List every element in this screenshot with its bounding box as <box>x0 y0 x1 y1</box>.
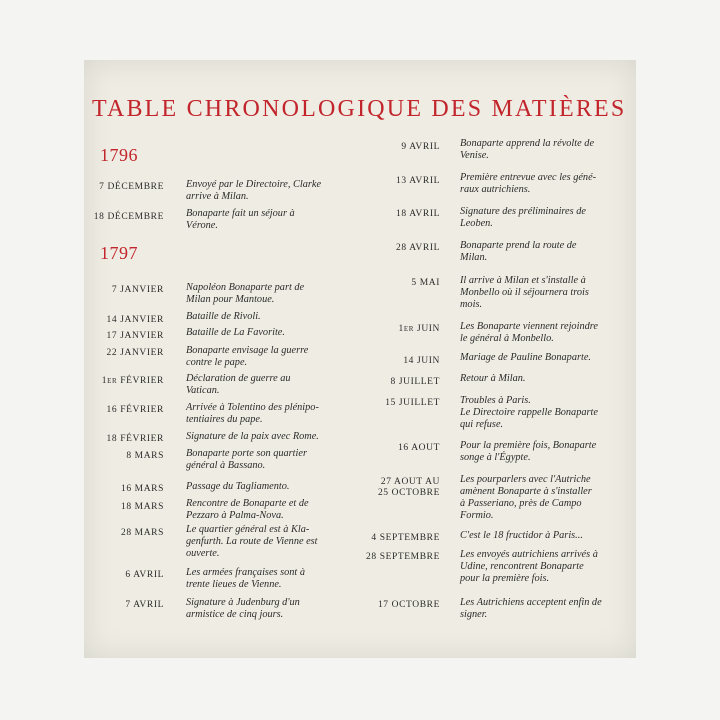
chrono-date: 28 SEPTEMBRE <box>366 552 440 562</box>
chrono-date: 4 SEPTEMBRE <box>371 533 440 543</box>
chrono-date: 7 DÉCEMBRE <box>99 182 164 192</box>
chrono-event: Napoléon Bonaparte part de Milan pour Mantoue. <box>186 282 305 305</box>
chrono-date: 28 MARS <box>120 528 164 538</box>
chrono-event: Bataille de Rivoli. <box>186 311 261 322</box>
chrono-date: 7 AVRIL <box>125 600 164 610</box>
chrono-date: 9 AVRIL <box>401 142 440 152</box>
chrono-event: Les Autrichiens acceptent enfin de signer. <box>460 597 602 620</box>
chrono-date: 7 JANVIER <box>111 285 164 295</box>
chrono-event: Troubles à Paris. Le Directoire rappelle Bonaparte qui refuse. <box>460 395 598 430</box>
chrono-event: Signature de la paix avec Rome. <box>186 431 319 442</box>
chrono-date: 16 MARS <box>120 484 164 494</box>
chrono-date: 22 JANVIER <box>106 348 164 358</box>
chrono-date: 8 JUILLET <box>390 377 440 387</box>
chrono-date: 18 MARS <box>120 502 164 512</box>
chrono-event: Bonaparte apprend la révolte de Venise. <box>460 138 595 161</box>
year-heading-1796: 1796 <box>100 145 138 165</box>
chrono-event: Arrivée à Tolentino des plénipo- tentiaires du pape. <box>186 402 319 425</box>
year-heading-1797: 1797 <box>100 243 138 263</box>
chrono-event: C'est le 18 fructidor à Paris... <box>460 530 583 541</box>
chrono-date: 28 AVRIL <box>396 243 440 253</box>
chrono-date: 15 JUILLET <box>385 398 440 408</box>
chrono-event: Déclaration de guerre au Vatican. <box>186 373 291 396</box>
chrono-date: 16 FÉVRIER <box>106 405 164 415</box>
chrono-date: 1er JUIN <box>398 324 440 334</box>
chrono-event: Le quartier général est à Kla- genfurth. La route de Vienne est ouverte. <box>186 524 318 559</box>
chrono-date: 17 OCTOBRE <box>377 600 440 610</box>
chrono-event: Les armées françaises sont à trente lieues de Vienne. <box>186 567 305 590</box>
chrono-event: Les Bonaparte viennent rejoindre le général à Monbello. <box>460 321 598 344</box>
chrono-date: 5 MAI <box>411 278 440 288</box>
chrono-date: 13 AVRIL <box>396 176 440 186</box>
book-page <box>84 60 636 658</box>
page-title: TABLE CHRONOLOGIQUE DES MATIÈRES <box>92 96 627 122</box>
chrono-date: 8 MARS <box>126 451 164 461</box>
chrono-event: Retour à Milan. <box>460 373 526 384</box>
chrono-event: Bataille de La Favorite. <box>186 327 285 338</box>
chrono-event: Bonaparte prend la route de Milan. <box>460 240 577 263</box>
chrono-date: 14 JANVIER <box>106 315 164 325</box>
chrono-date: 18 FÉVRIER <box>106 434 164 444</box>
chrono-event: Passage du Tagliamento. <box>186 481 290 492</box>
chrono-date: 18 DÉCEMBRE <box>93 212 164 222</box>
chrono-event: Signature à Judenburg d'un armistice de cinq jours. <box>186 597 300 620</box>
chrono-event: Bonaparte envisage la guerre contre le pape. <box>186 345 309 368</box>
chrono-event: Bonaparte fait un séjour à Vérone. <box>186 208 295 231</box>
chrono-date: 17 JANVIER <box>106 331 164 341</box>
chrono-date: 27 AOUT AU 25 OCTOBRE <box>377 477 440 498</box>
chrono-event: Première entrevue avec les géné- raux autrichiens. <box>460 172 597 195</box>
chrono-event: Rencontre de Bonaparte et de Pezzaro à Palma-Nova. <box>186 498 309 521</box>
chrono-date: 16 AOUT <box>398 443 440 453</box>
chrono-event: Les pourparlers avec l'Autriche amènent Bonaparte à s'installer à Passeriano, près de Campo Formio. <box>460 474 592 521</box>
chrono-event: Les envoyés autrichiens arrivés à Udine, rencontrent Bonaparte pour la première fois. <box>460 549 598 584</box>
chrono-event: Pour la première fois, Bonaparte songe à l'Égypte. <box>460 440 597 463</box>
chrono-event: Bonaparte porte son quartier général à Bassano. <box>186 448 307 471</box>
chrono-event: Mariage de Pauline Bonaparte. <box>460 352 591 363</box>
chrono-date: 6 AVRIL <box>125 570 164 580</box>
chrono-event: Il arrive à Milan et s'installe à Monbello où il séjournera trois mois. <box>460 275 589 310</box>
chrono-event: Envoyé par le Directoire, Clarke arrive à Milan. <box>186 179 322 202</box>
chrono-date: 14 JUIN <box>403 356 440 366</box>
chrono-event: Signature des préliminaires de Leoben. <box>460 206 586 229</box>
chrono-date: 18 AVRIL <box>396 209 440 219</box>
chrono-date: 1er FÉVRIER <box>101 376 164 386</box>
